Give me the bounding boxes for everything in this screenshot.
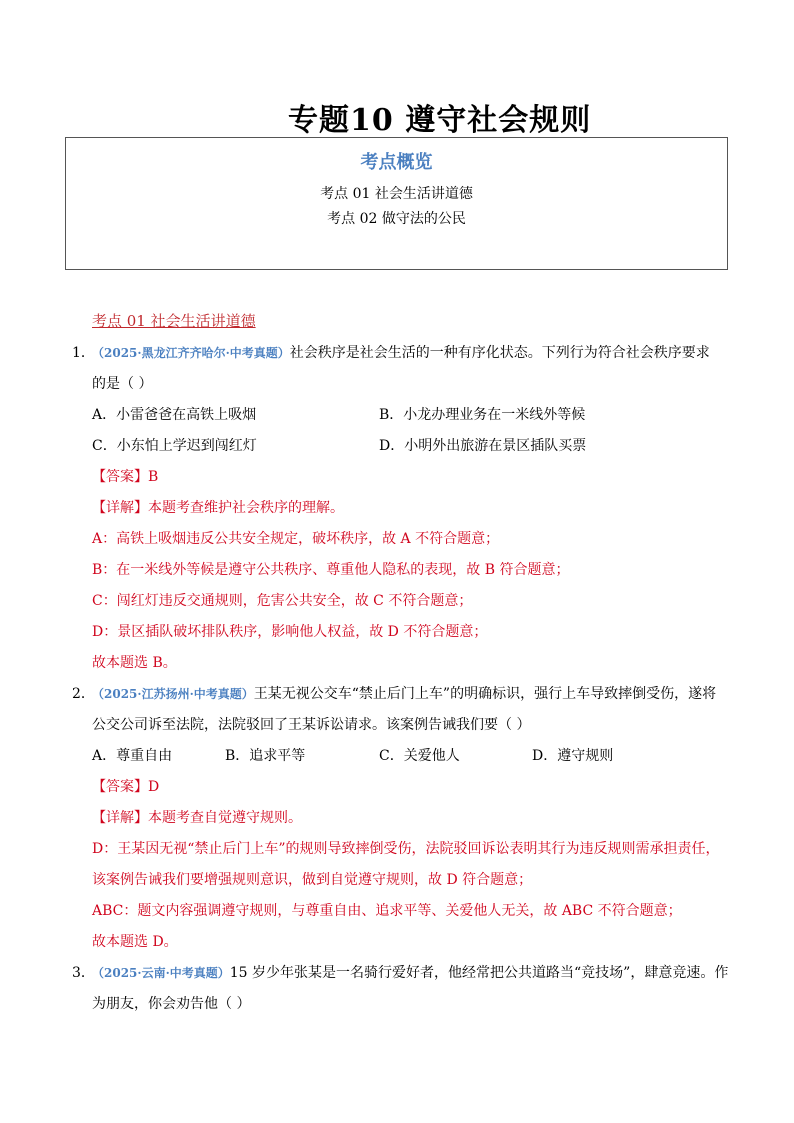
analysis-line: 【详解】本题考查维护社会秩序的理解。 (92, 500, 344, 516)
question-source: （2025·江苏扬州·中考真题） (92, 687, 254, 701)
question-stem-text: 15 岁少年张某是一名骑行爱好者，他经常把公共道路当“竞技场”，肆意竞速。作 (229, 965, 729, 981)
option: D．小明外出旅游在景区插队买票 (379, 438, 587, 454)
question-stem (92, 342, 710, 362)
question-stem-text: 社会秩序是社会生活的一种有序化状态。下列行为符合社会秩序要求 (289, 345, 710, 361)
analysis-line: 故本题选 D。 (92, 934, 178, 950)
analysis-line: ABC：题文内容强调遵守规则，与尊重自由、追求平等、关爱他人无关，故 ABC 不符合题意； (92, 903, 682, 919)
overview-item: 考点 02 做守法的公民 (327, 211, 466, 227)
analysis-line: A：高铁上吸烟违反公共安全规定，破坏秩序，故 A 不符合题意； (92, 531, 500, 547)
question-stem (92, 962, 728, 982)
analysis-line: D：景区插队破坏排队秩序，影响他人权益，故 D 不符合题意； (92, 624, 488, 640)
overview-item: 考点 01 社会生活讲道德 (320, 186, 473, 202)
question-stem (92, 683, 716, 703)
question-number: 1． (72, 345, 95, 361)
option: D．遵守规则 (532, 748, 614, 764)
option: B．小龙办理业务在一米线外等候 (379, 407, 586, 423)
question-stem-cont: 为朋友，你会劝告他（ ） (92, 996, 251, 1012)
analysis-line: D：王某因无视“禁止后门上车”的规则导致摔倒受伤，法院驳回诉讼表明其行为违反规则需承担责任， (92, 841, 720, 857)
question-stem-cont: 公交公司诉至法院，法院驳回了王某诉讼请求。该案例告诫我们要（ ） (92, 717, 531, 733)
analysis-line: 故本题选 B。 (92, 655, 177, 671)
answer-line: 【答案】D (92, 779, 160, 795)
page-title: 专题10 遵守社会规则 (288, 103, 592, 138)
analysis-line: C：闯红灯违反交通规则，危害公共安全，故 C 不符合题意； (92, 593, 473, 609)
analysis-line: 【详解】本题考查自觉遵守规则。 (92, 810, 302, 826)
option: B．追求平等 (225, 748, 306, 764)
overview-heading: 考点概览 (360, 152, 433, 173)
question-number: 2． (72, 686, 95, 702)
question-source: （2025·黑龙江齐齐哈尔·中考真题） (92, 346, 290, 360)
option: A．小雷爸爸在高铁上吸烟 (92, 407, 257, 423)
analysis-line: 该案例告诫我们要增强规则意识，做到自觉遵守规则，故 D 符合题意； (92, 872, 533, 888)
question-stem-cont: 的是（ ） (92, 376, 153, 392)
option: A．尊重自由 (92, 748, 173, 764)
overview-box (65, 137, 728, 270)
analysis-line: B：在一米线外等候是遵守公共秩序、尊重他人隐私的表现，故 B 符合题意； (92, 562, 570, 578)
section-heading: 考点 01 社会生活讲道德 (92, 312, 256, 330)
option: C．小东怕上学迟到闯红灯 (92, 438, 257, 454)
question-source: （2025·云南·中考真题） (92, 966, 230, 980)
question-number: 3． (72, 965, 95, 981)
question-stem-text: 王某无视公交车“禁止后门上车”的明确标识，强行上车导致摔倒受伤，遂将 (253, 686, 717, 702)
answer-line: 【答案】B (92, 469, 159, 485)
option: C．关爱他人 (379, 748, 460, 764)
